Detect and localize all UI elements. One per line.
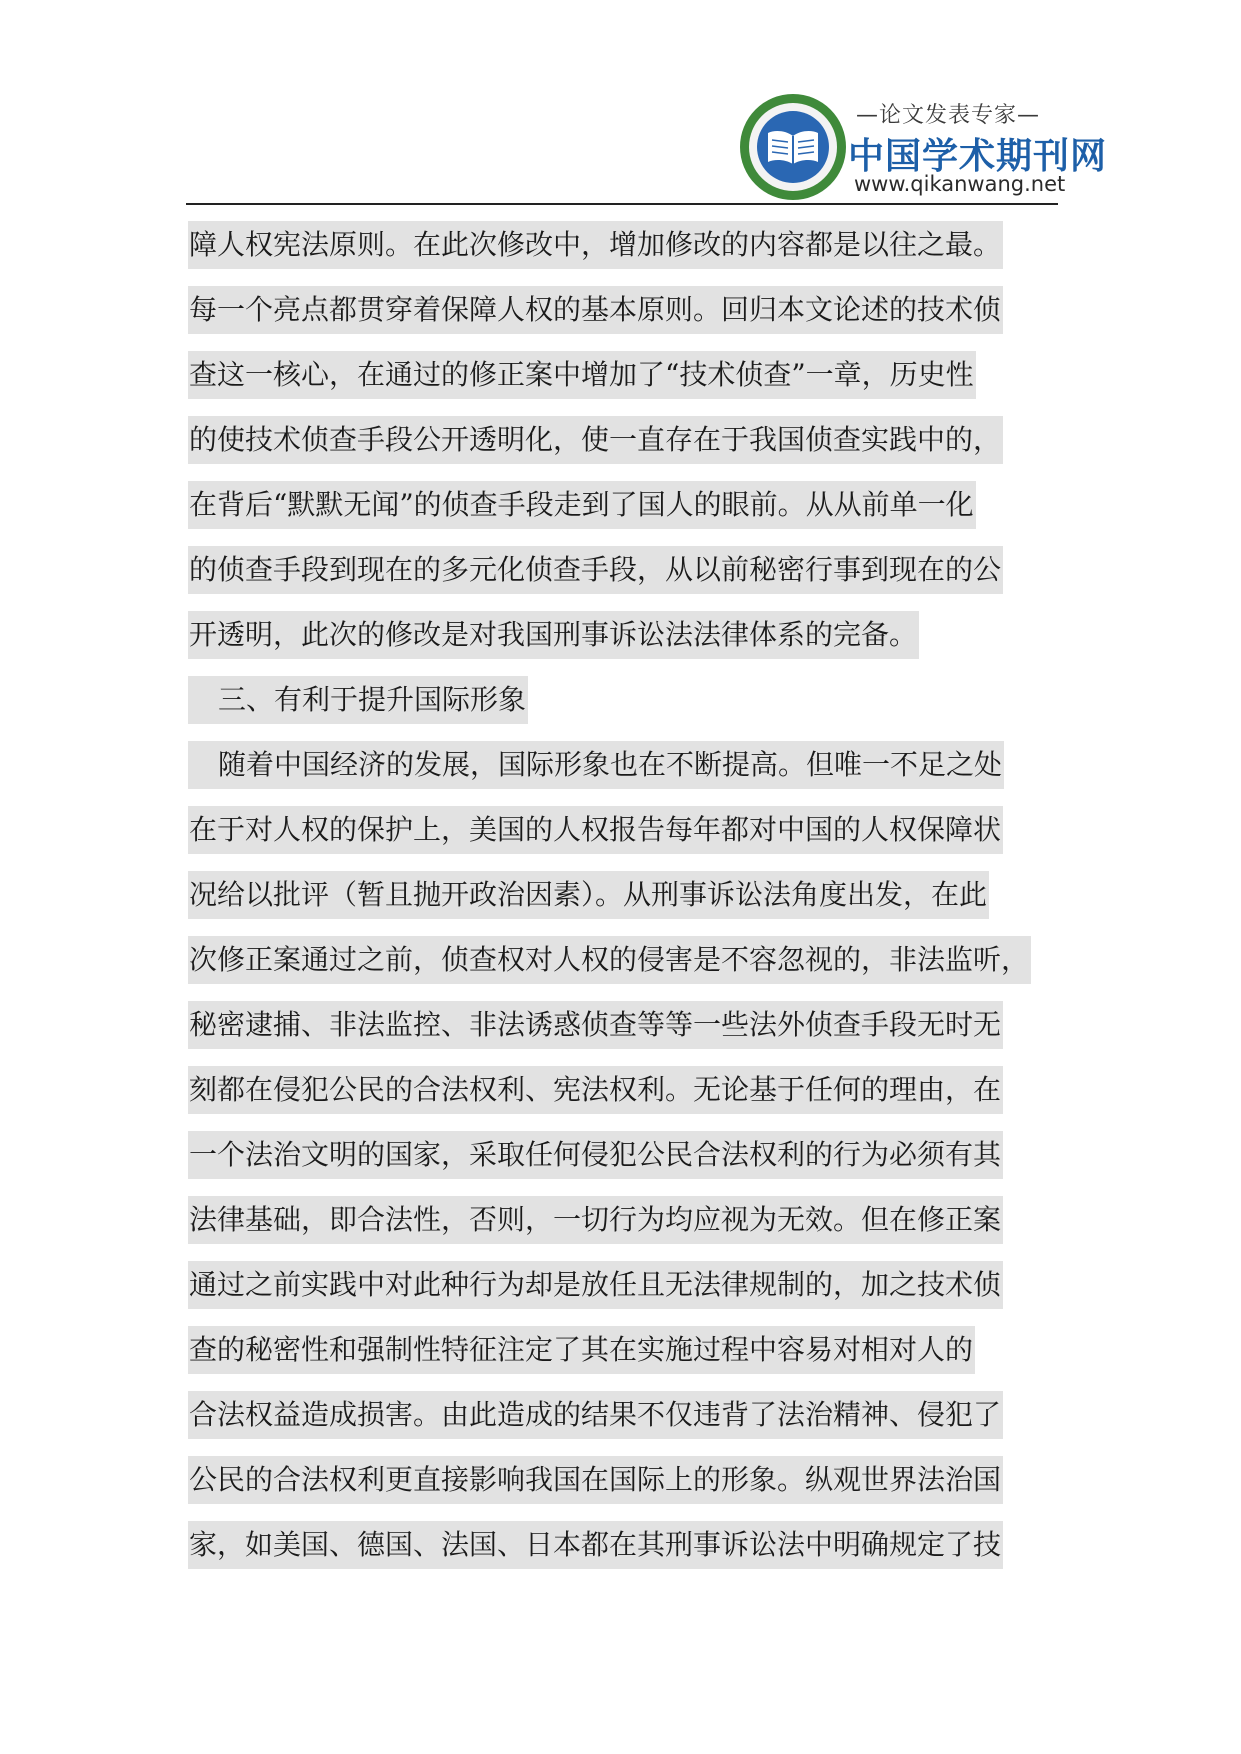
text-line: 通过之前实践中对此种行为却是放任且无法律规制的，加之技术侦 (188, 1252, 1048, 1317)
text-line: 家，如美国、德国、法国、日本都在其刑事诉讼法中明确规定了技 (188, 1512, 1048, 1577)
text-line: 一个法治文明的国家，采取任何侵犯公民合法权利的行为必须有其 (188, 1122, 1048, 1187)
text-line: 合法权益造成损害。由此造成的结果不仅违背了法治精神、侵犯了 (188, 1382, 1048, 1447)
header-divider (186, 203, 1058, 205)
text-line: 的侦查手段到现在的多元化侦查手段，从以前秘密行事到现在的公 (188, 537, 1048, 602)
logo-site-name: 中国学术期刊网 (848, 136, 1108, 177)
section-heading: 三、有利于提升国际形象 (188, 667, 1048, 732)
qikanwang-seal-logo (738, 92, 848, 202)
text-line: 次修正案通过之前，侦查权对人权的侵害是不容忽视的，非法监听， (188, 927, 1048, 992)
text-line: 秘密逮捕、非法监控、非法诱惑侦查等等一些法外侦查手段无时无 (188, 992, 1048, 1057)
document-body (188, 212, 1048, 1577)
text-line: 查的秘密性和强制性特征注定了其在实施过程中容易对相对人的 (188, 1317, 1048, 1382)
text-line: 法律基础，即合法性，否则，一切行为均应视为无效。但在修正案 (188, 1187, 1048, 1252)
text-line: 在背后“默默无闻”的侦查手段走到了国人的眼前。从从前单一化 (188, 472, 1048, 537)
logo-wordmark (848, 98, 1108, 198)
logo-url: www.qikanwang.net (854, 172, 1066, 196)
text-line: 在于对人权的保护上，美国的人权报告每年都对中国的人权保障状 (188, 797, 1048, 862)
text-line: 刻都在侵犯公民的合法权利、宪法权利。无论基于任何的理由，在 (188, 1057, 1048, 1122)
text-line: 随着中国经济的发展，国际形象也在不断提高。但唯一不足之处 (188, 732, 1048, 797)
text-line: 公民的合法权利更直接影响我国在国际上的形象。纵观世界法治国 (188, 1447, 1048, 1512)
text-line: 查这一核心，在通过的修正案中增加了“技术侦查”一章，历史性 (188, 342, 1048, 407)
text-line: 开透明，此次的修改是对我国刑事诉讼法法律体系的完备。 (188, 602, 1048, 667)
text-line: 的使技术侦查手段公开透明化，使一直存在于我国侦查实践中的， (188, 407, 1048, 472)
text-line: 障人权宪法原则。在此次修改中，增加修改的内容都是以往之最。 (188, 212, 1048, 277)
logo-slogan: —论文发表专家— (856, 103, 1041, 128)
text-line: 每一个亮点都贯穿着保障人权的基本原则。回归本文论述的技术侦 (188, 277, 1048, 342)
text-line: 况给以批评（暂且抛开政治因素）。从刑事诉讼法角度出发，在此 (188, 862, 1048, 927)
page-header (0, 0, 1241, 210)
